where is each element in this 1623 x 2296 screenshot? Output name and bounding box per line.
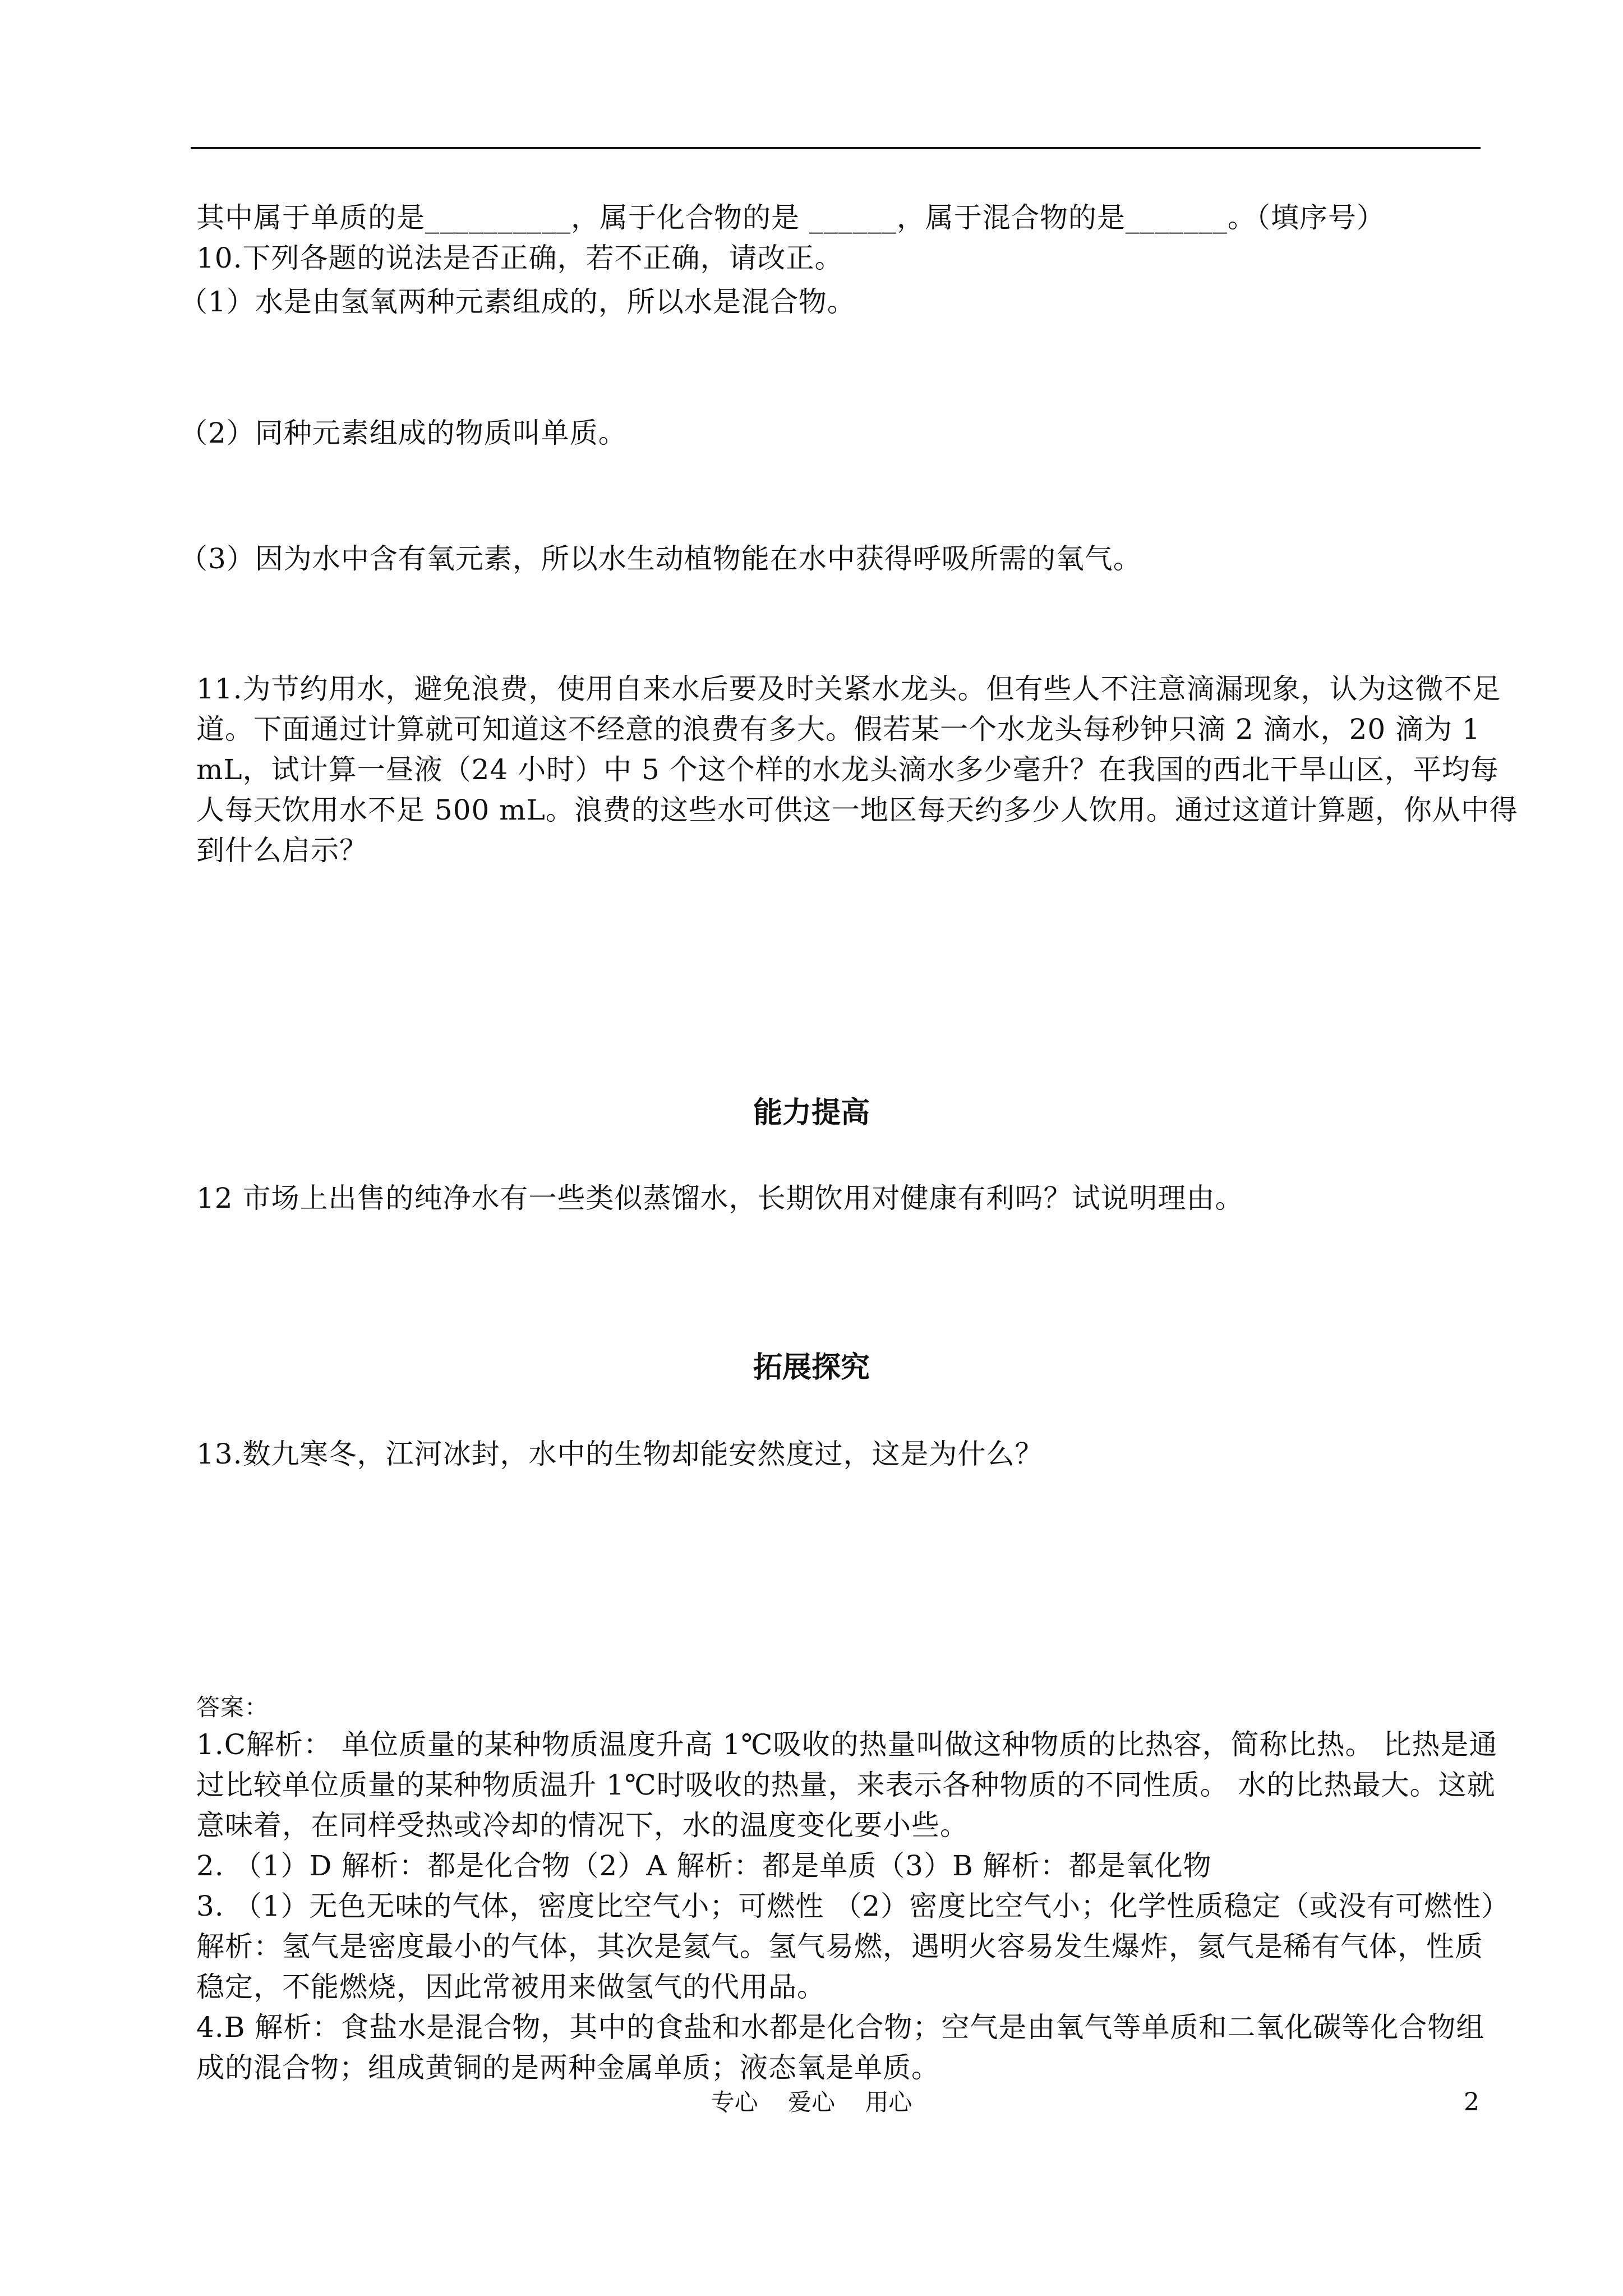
header-rule — [191, 147, 1481, 149]
q10-prompt: 10.下列各题的说法是否正确，若不正确，请改正。 — [196, 242, 843, 274]
q10-item-2: （2）同种元素组成的物质叫单质。 — [179, 417, 627, 449]
q11-line-4: 人每天饮用水不足 500 mL。浪费的这些水可供这一地区每天约多少人饮用。通过这道计算题，你从中得 — [196, 794, 1518, 826]
q9-fill-blank-line: 其中属于单质的是__________，属于化合物的是 ______，属于混合物的是_______。（填序号） — [196, 201, 1385, 234]
page-number: 2 — [1464, 2088, 1479, 2116]
q11-line-1: 11.为节约用水，避免浪费，使用自来水后要及时关紧水龙头。但有些人不注意滴漏现象，认为这微不足 — [196, 673, 1501, 705]
answer-line: 过比较单位质量的某种物质温升 1℃时吸收的热量，来表示各种物质的不同性质。 水的比热最大。这就 — [196, 1769, 1496, 1801]
answer-line: 2. （1）D 解析：都是化合物（2）A 解析：都是单质（3）B 解析：都是氧化物 — [196, 1849, 1212, 1882]
q11-line-5: 到什么启示？ — [196, 834, 368, 867]
answer-line: 4.B 解析：食盐水是混合物，其中的食盐和水都是化合物；空气是由氧气等单质和二氧化碳等化合物组 — [196, 2011, 1485, 2044]
answer-line: 1.C解析： 单位质量的某种物质温度升高 1℃吸收的热量叫做这种物质的比热容，简称比热。 比热是通 — [196, 1728, 1498, 1761]
footer-motto: 专心 爱心 用心 — [711, 2088, 912, 2116]
section-heading-ability: 能力提高 — [753, 1096, 870, 1130]
answers-label: 答案： — [196, 1694, 269, 1721]
q12: 12 市场上出售的纯净水有一些类似蒸馏水，长期饮用对健康有利吗？试说明理由。 — [196, 1182, 1244, 1214]
section-heading-extend: 拓展探究 — [753, 1350, 870, 1384]
answer-line: 意味着，在同样受热或冷却的情况下，水的温度变化要小些。 — [196, 1809, 969, 1842]
q10-item-1: （1）水是由氢氧两种元素组成的，所以水是混合物。 — [179, 286, 856, 318]
answer-line: 成的混合物；组成黄铜的是两种金属单质；液态氧是单质。 — [196, 2051, 940, 2084]
answer-line: 解析：氢气是密度最小的气体，其次是氦气。氢气易燃，遇明火容易发生爆炸，氦气是稀有气体，性质 — [196, 1930, 1483, 1963]
q10-item-3: （3）因为水中含有氧元素，所以水生动植物能在水中获得呼吸所需的氧气。 — [179, 542, 1142, 575]
answer-line: 稳定，不能燃烧，因此常被用来做氢气的代用品。 — [196, 1971, 826, 2003]
q11-line-3: mL，试计算一昼液（24 小时）中 5 个这个样的水龙头滴水多少毫升？在我国的西北干旱山区，平均每 — [196, 753, 1499, 786]
q11-line-2: 道。下面通过计算就可知道这不经意的浪费有多大。假若某一个水龙头每秒钟只滴 2 滴水，20 滴为 1 — [196, 713, 1481, 746]
q13: 13.数九寒冬，江河冰封，水中的生物却能安然度过，这是为什么？ — [196, 1438, 1044, 1470]
answer-line: 3. （1）无色无味的气体，密度比空气小；可燃性 （2）密度比空气小；化学性质稳定（或没有可燃性） — [196, 1890, 1510, 1922]
